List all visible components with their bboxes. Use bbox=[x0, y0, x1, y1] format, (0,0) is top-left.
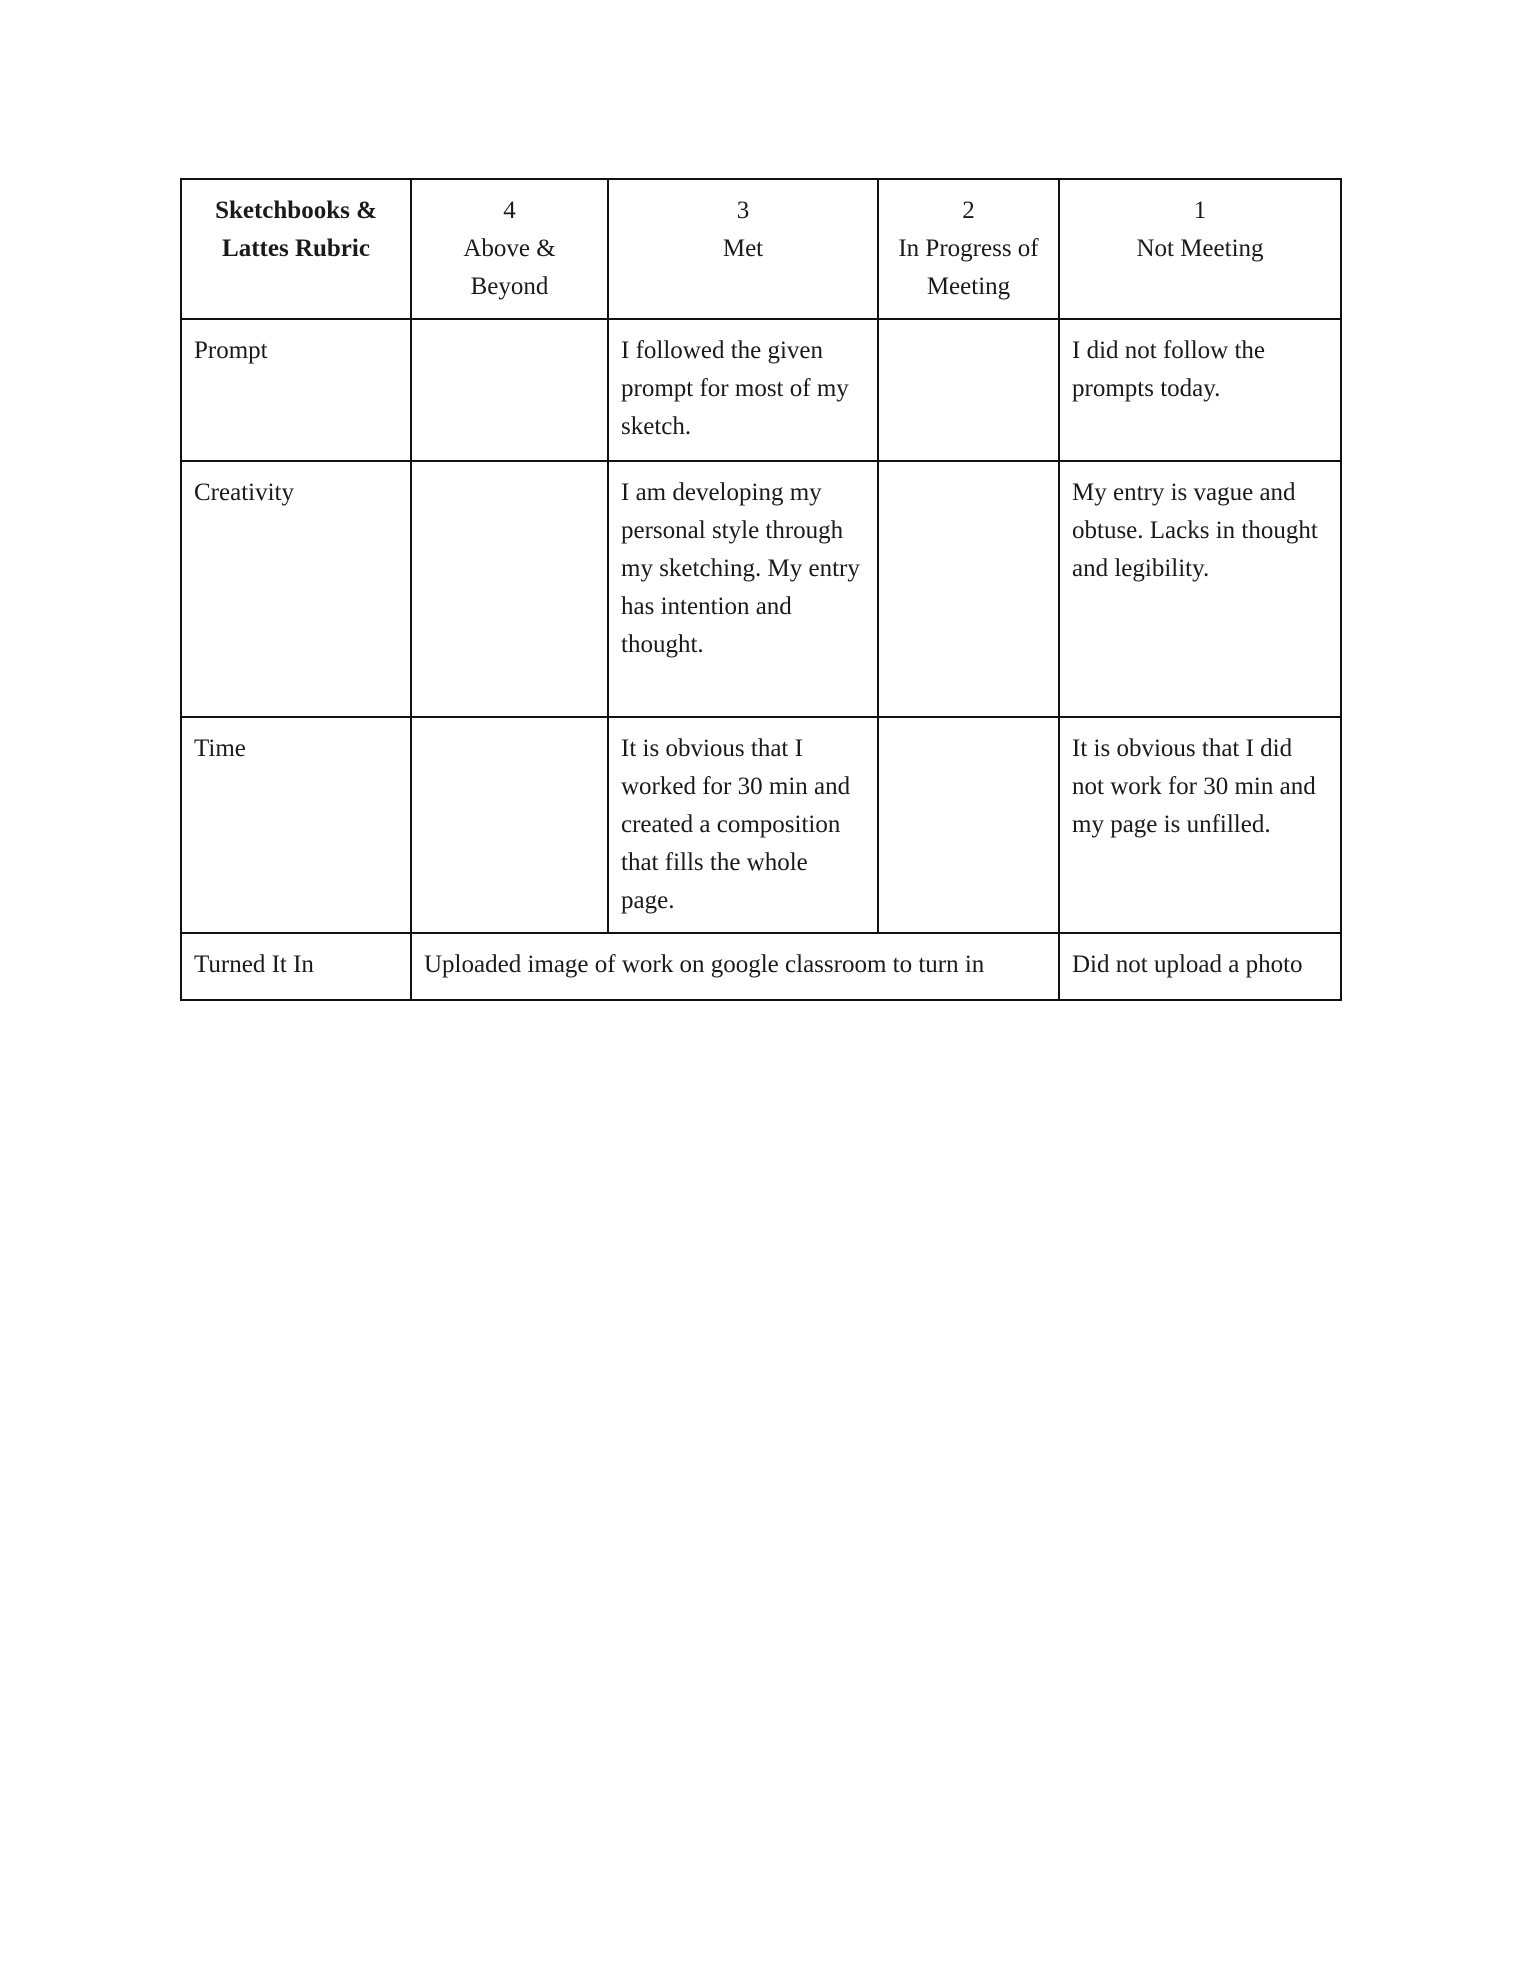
level-label: Above & bbox=[463, 235, 556, 262]
empty-cell bbox=[411, 461, 608, 717]
level-score: 4 bbox=[503, 197, 516, 224]
met-cell: It is obvious that I worked for 30 min and created a composition that fills the whole page. bbox=[608, 717, 878, 933]
rubric-title-line1: Sketchbooks & bbox=[215, 197, 377, 224]
criterion-cell: Creativity bbox=[181, 461, 411, 717]
level-header-3 bbox=[608, 179, 878, 319]
level-label: Met bbox=[722, 235, 764, 262]
level-header-1 bbox=[1059, 179, 1341, 319]
header-row bbox=[181, 179, 1341, 319]
level-label: Beyond bbox=[470, 273, 549, 300]
level-label: Not Meeting bbox=[1136, 235, 1264, 262]
empty-cell bbox=[411, 319, 608, 461]
criterion-cell: Time bbox=[181, 717, 411, 933]
level-header-2 bbox=[878, 179, 1059, 319]
not-meeting-cell: My entry is vague and obtuse. Lacks in thought and legibility. bbox=[1059, 461, 1341, 717]
criterion-cell: Turned It In bbox=[181, 933, 411, 1000]
not-meeting-cell: It is obvious that I did not work for 30 min and my page is unfilled. bbox=[1059, 717, 1341, 933]
met-cell: I am developing my personal style through my sketching. My entry has intention and thought. bbox=[608, 461, 878, 717]
not-meeting-cell: I did not follow the prompts today. bbox=[1059, 319, 1341, 461]
table-row bbox=[181, 933, 1341, 1000]
table-row bbox=[181, 319, 1341, 461]
level-label: In Progress of bbox=[898, 235, 1039, 262]
met-cell: I followed the given prompt for most of my sketch. bbox=[608, 319, 878, 461]
level-score: 2 bbox=[962, 197, 975, 224]
empty-cell bbox=[411, 717, 608, 933]
level-score: 1 bbox=[1193, 197, 1207, 224]
not-meeting-cell: Did not upload a photo bbox=[1059, 933, 1341, 1000]
level-header-4 bbox=[411, 179, 608, 319]
rubric-title-cell bbox=[181, 179, 411, 319]
criterion-cell: Prompt bbox=[181, 319, 411, 461]
table-row bbox=[181, 461, 1341, 717]
rubric-title-line2: Lattes Rubric bbox=[222, 235, 370, 262]
met-cell-merged: Uploaded image of work on google classroom to turn in bbox=[411, 933, 1059, 1000]
empty-cell bbox=[878, 461, 1059, 717]
level-label: Meeting bbox=[926, 273, 1011, 300]
empty-cell bbox=[878, 319, 1059, 461]
table-row bbox=[181, 717, 1341, 933]
level-score: 3 bbox=[736, 197, 750, 224]
rubric-table bbox=[180, 178, 1342, 1001]
empty-cell bbox=[878, 717, 1059, 933]
